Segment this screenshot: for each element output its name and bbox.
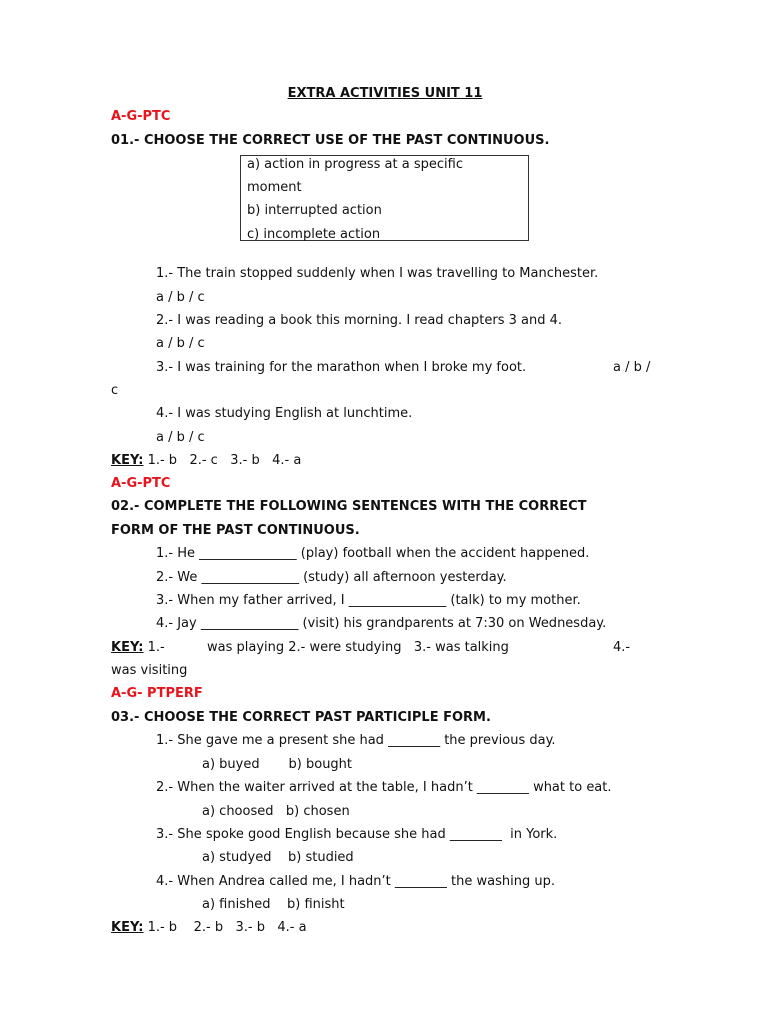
box-line: b) interrupted action	[247, 203, 382, 218]
box-line: moment	[247, 180, 302, 195]
page-title: EXTRA ACTIVITIES UNIT 11	[287, 86, 483, 101]
key-answers: was playing 2.- were studying 3.- was talking	[207, 640, 509, 655]
question-options: a) studyed b) studied	[202, 850, 354, 865]
key-answers: 1.- b 2.- b 3.- b 4.- a	[147, 920, 307, 935]
question-sentence: 3.- When my father arrived, I _______________ (talk) to my mother.	[156, 593, 581, 608]
question-options: a / b / c	[156, 336, 205, 351]
answer-key	[111, 453, 301, 469]
key-answers: 1.- b 2.- c 3.- b 4.- a	[147, 453, 302, 468]
section-heading: 02.- COMPLETE THE FOLLOWING SENTENCES WITH THE CORRECT	[111, 499, 587, 514]
options-box	[240, 155, 529, 241]
question-options: a / b / c	[156, 290, 205, 305]
question-sentence: 1.- She gave me a present she had ________ the previous day.	[156, 733, 556, 748]
question-options: a / b /	[613, 360, 651, 375]
question-sentence: 4.- When Andrea called me, I hadn’t ________ the washing up.	[156, 874, 555, 889]
question-options-wrap: c	[111, 383, 119, 398]
key-label: KEY:	[111, 920, 144, 935]
box-line: a) action in progress at a specific	[247, 157, 463, 172]
question-sentence: 4.- I was studying English at lunchtime.	[156, 406, 413, 421]
question-options: a) buyed b) bought	[202, 757, 353, 772]
key-answers: 1.-	[147, 640, 165, 655]
question-sentence: 1.- The train stopped suddenly when I was travelling to Manchester.	[156, 266, 599, 281]
box-line: c) incomplete action	[247, 227, 381, 242]
question-sentence: 2.- We _______________ (study) all afternoon yesterday.	[156, 570, 507, 585]
question-options: a) finished b) finisht	[202, 897, 345, 912]
question-sentence: 4.- Jay _______________ (visit) his grandparents at 7:30 on Wednesday.	[156, 616, 607, 631]
question-options: a) choosed b) chosen	[202, 804, 350, 819]
key-answers-wrap: was visiting	[111, 663, 188, 678]
question-sentence: 1.- He _______________ (play) football when the accident happened.	[156, 546, 590, 561]
question-sentence: 2.- I was reading a book this morning. I read chapters 3 and 4.	[156, 313, 563, 328]
section-tag: A-G- PTPERF	[111, 686, 203, 701]
question-sentence: 2.- When the waiter arrived at the table, I hadn’t ________ what to eat.	[156, 780, 612, 795]
section-heading: 01.- CHOOSE THE CORRECT USE OF THE PAST CONTINUOUS.	[111, 133, 550, 148]
key-label: KEY:	[111, 453, 144, 468]
answer-key	[111, 640, 165, 656]
answer-key	[111, 920, 307, 936]
section-heading: 03.- CHOOSE THE CORRECT PAST PARTICIPLE FORM.	[111, 710, 491, 725]
section-tag: A-G-PTC	[111, 109, 171, 124]
question-options: a / b / c	[156, 430, 205, 445]
section-heading: FORM OF THE PAST CONTINUOUS.	[111, 523, 360, 538]
question-sentence: 3.- I was training for the marathon when I broke my foot.	[156, 360, 527, 375]
section-tag: A-G-PTC	[111, 476, 171, 491]
key-label: KEY:	[111, 640, 144, 655]
question-sentence: 3.- She spoke good English because she had ________ in York.	[156, 827, 558, 842]
key-answers: 4.-	[613, 640, 631, 655]
